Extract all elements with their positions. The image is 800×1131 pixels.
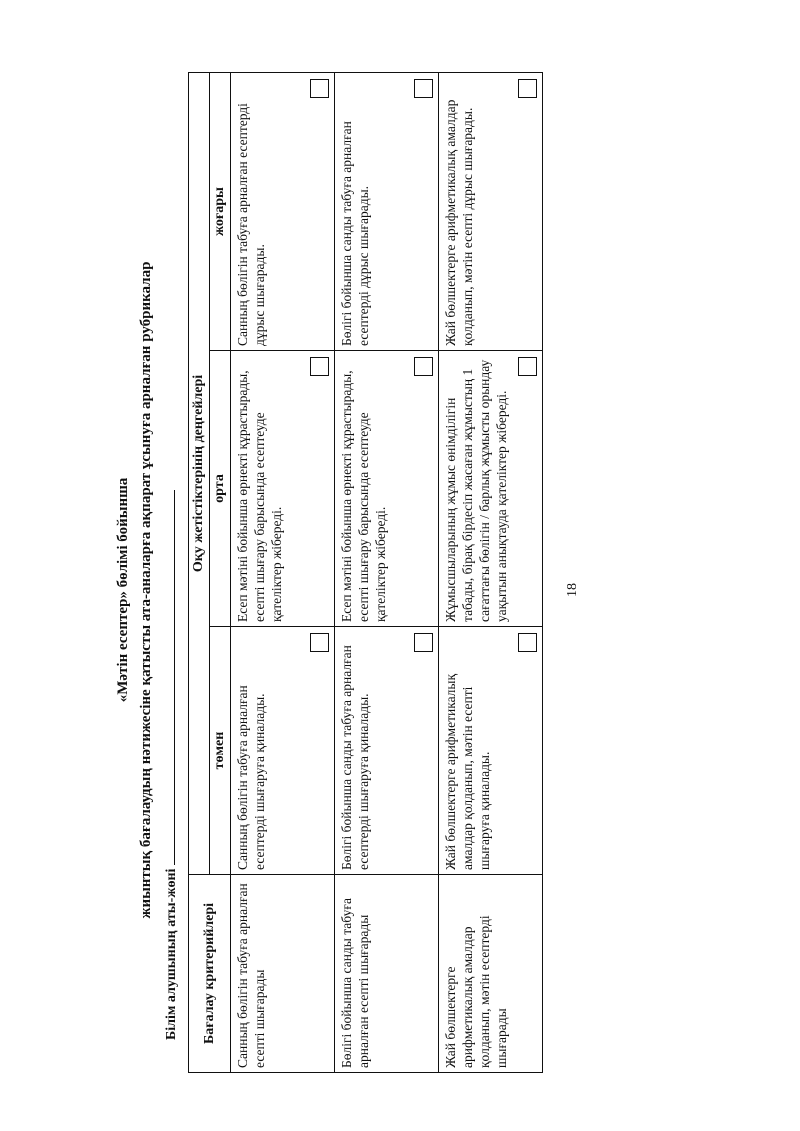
- criterion-cell: Жай бөлшектерге арифметикалық амалдар қолданып, мәтін есептерді шығарады: [439, 875, 543, 1073]
- checkbox[interactable]: [518, 79, 537, 98]
- level-high-text: Санның бөлігін табуға арналған есептерді дұрыс шығарады.: [235, 103, 267, 346]
- checkbox[interactable]: [414, 357, 433, 376]
- level-low-text: Бөлігі бойынша санды табуға арналған есептерді шығаруға қиналады.: [339, 645, 371, 870]
- table-row: [335, 72, 439, 1072]
- level-low-text: Жай бөлшектерге арифметикалық амалдар қолданып, мәтін есепті шығаруға қиналады.: [443, 673, 492, 870]
- student-name-line[interactable]: [162, 490, 175, 865]
- level-high-cell: [335, 72, 439, 350]
- level-low-cell: [231, 627, 335, 875]
- level-high-cell: [231, 72, 335, 350]
- levels-header: Оқу жетістіктерінің деңгейлері: [189, 72, 210, 874]
- checkbox[interactable]: [518, 633, 537, 652]
- level-mid-cell: [231, 351, 335, 627]
- criterion-cell: Санның бөлігін табуға арналған есепті шығарады: [231, 875, 335, 1073]
- level-high-header: жоғары: [210, 72, 231, 350]
- rubric-table: [188, 72, 543, 1073]
- level-mid-text: Есеп мәтіні бойынша өрнекті құрастырады, есепті шығару барысында есептеуде қателіктер жібереді.: [235, 370, 284, 622]
- checkbox[interactable]: [518, 357, 537, 376]
- level-high-cell: [439, 72, 543, 350]
- level-mid-text: Жұмысшыларының жұмыс өнімділігін табады, бірақ бірдесіп жасаған жұмыстың 1 сағаттағы бөлігін / барлық жұмысты орындау уақытын анықтауда қателіктер жібереді.: [443, 359, 509, 622]
- level-low-header: төмен: [210, 627, 231, 875]
- checkbox[interactable]: [414, 79, 433, 98]
- checkbox[interactable]: [310, 633, 329, 652]
- level-low-text: Санның бөлігін табуға арналған есептерді шығаруға қиналады.: [235, 685, 267, 870]
- student-name-label: Білім алушының аты-жөні: [164, 868, 179, 1040]
- checkbox[interactable]: [414, 633, 433, 652]
- level-high-text: Жай бөлшектерге арифметикалық амалдар қолданып, мәтін есепті дұрыс шығарады.: [443, 99, 475, 346]
- criterion-cell: Бөлігі бойынша санды табуға арналған есепті шығарады: [335, 875, 439, 1073]
- rotated-page: [70, 70, 590, 1110]
- checkbox[interactable]: [310, 357, 329, 376]
- level-mid-header: орта: [210, 351, 231, 627]
- level-high-text: Бөлігі бойынша санды табуға арналған есептерді дұрыс шығарады.: [339, 121, 371, 346]
- page-number: 18: [565, 583, 580, 597]
- level-low-cell: [439, 627, 543, 875]
- student-name-field: [162, 490, 180, 1040]
- document-title: «Мәтін есептер» бөлімі бойынша: [115, 477, 131, 703]
- level-mid-text: Есеп мәтіні бойынша өрнекті құрастырады, есепті шығару барысында есептеуде қателіктер жібереді.: [339, 370, 388, 622]
- criteria-header: Бағалау критерийлері: [189, 875, 231, 1073]
- checkbox[interactable]: [310, 79, 329, 98]
- table-row: [439, 72, 543, 1072]
- level-mid-cell: [335, 351, 439, 627]
- document-subtitle: жиынтық бағалаудың нәтижесіне қатысты ата-аналарға ақпарат ұсынуға арналған рубрикалар: [138, 261, 154, 919]
- level-mid-cell: [439, 351, 543, 627]
- table-row: [231, 72, 335, 1072]
- level-low-cell: [335, 627, 439, 875]
